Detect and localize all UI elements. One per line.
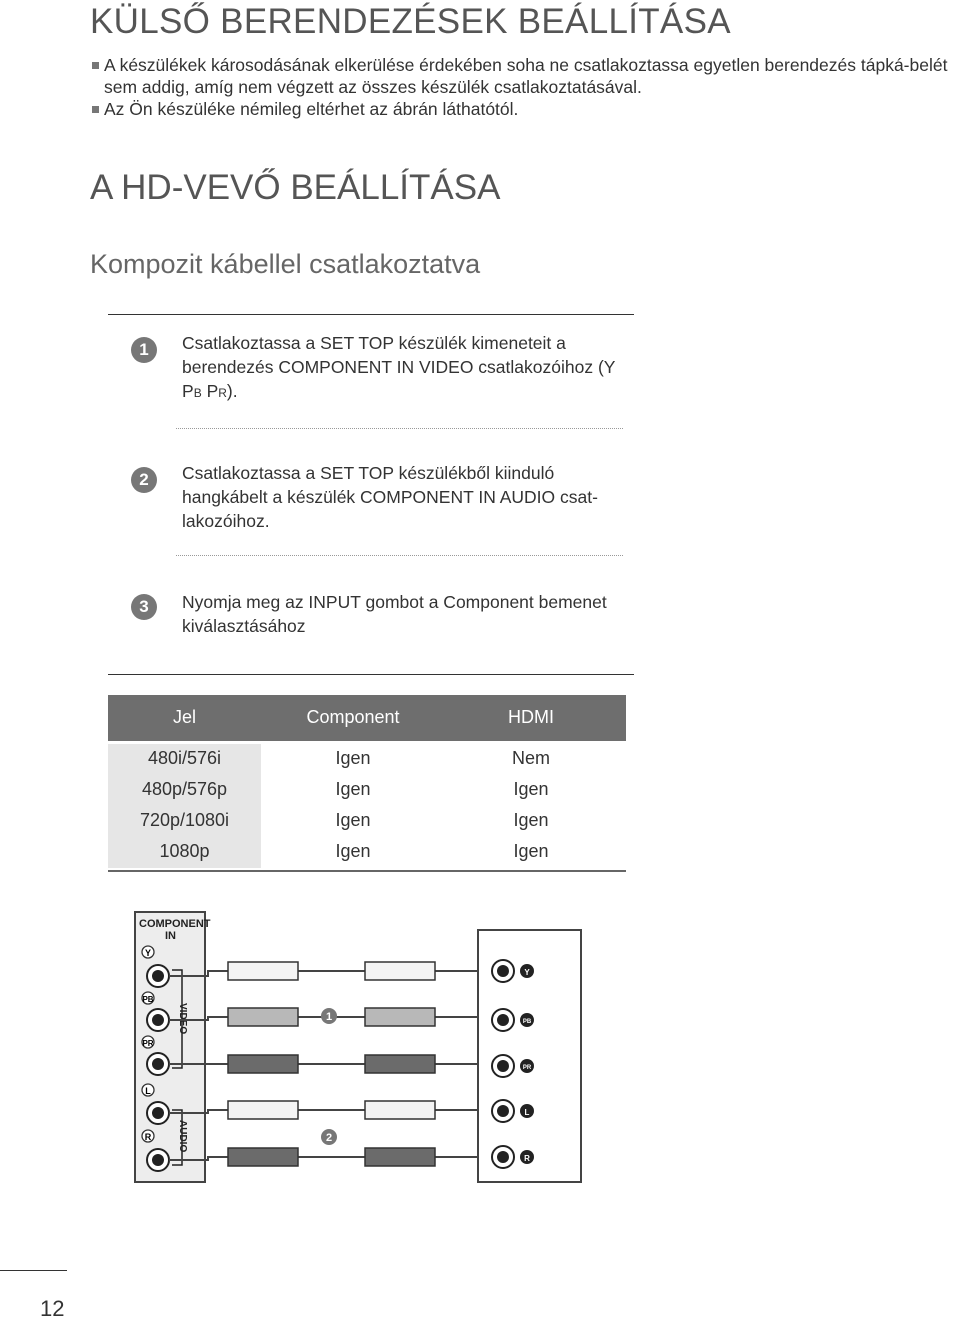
cable-number-text: 1 [325,1011,333,1023]
step-number: 1 [131,337,157,363]
panel-title: COMPONENT [139,918,211,930]
table-cell: Igen [335,841,371,861]
note-item [92,54,957,98]
table-cell: Nem [511,748,550,768]
header-cell: Jel [172,707,196,727]
panel-jack-label: PR [142,1039,154,1048]
connection-diagram [0,900,960,1200]
table-cell: 480p/576p [141,779,228,799]
subsection-title: Kompozit kábellel csatlakoztatva [90,249,481,279]
step-divider [176,428,623,429]
panel-jack-label: L [145,1086,151,1096]
cable-y [169,962,480,980]
bullet-icon [92,62,99,69]
note-item [92,98,957,120]
header-cell: HDMI [508,707,554,727]
table-header [108,695,626,741]
audio-label: AUDIO [177,1120,188,1153]
table-bottom-rule [108,870,626,872]
panel-title: IN [165,930,176,942]
device-jack-label: PR [522,1065,532,1071]
table-row [108,775,626,806]
page-number-rule [0,1270,67,1271]
table-row [108,837,626,868]
table-cell: Igen [513,810,549,830]
table-cell: Igen [335,779,371,799]
table-row [108,744,626,775]
step-text-part: Csatlakoztassa a SET TOP készülék kimeneteit a berendezés COMPONENT IN VIDEO csatlakozóihoz (Y P [182,333,616,401]
cable-l [169,1101,480,1119]
device-jack-label: PB [522,1019,532,1025]
section-rule [108,674,634,675]
page-title: KÜLSŐ BERENDEZÉSEK BEÁLLÍTÁSA [90,2,731,41]
table-cell: 480i/576i [147,748,222,768]
cable-pr [169,1055,480,1073]
cable-number-text: 2 [325,1132,333,1144]
step-number: 3 [131,594,157,620]
step-text-sub: B [193,386,202,400]
device-jack-label: Y [524,968,530,977]
table-cell: 720p/1080i [139,810,230,830]
step-number: 2 [131,467,157,493]
panel-jack-label: PB [142,995,154,1004]
bullet-icon [92,106,99,113]
panel-jack-label: R [144,1132,152,1142]
step-divider [176,555,623,556]
notes-list [92,54,957,120]
table-row [108,806,626,837]
note-text: A készülékek károsodásának elkerülése érdekében soha ne csatlakoztassa egyetlen berendezés tápká-belét sem addig, amíg nem végzett az összes készülék csatlakoztatásával. [104,55,948,97]
page-number: 12 [40,1296,65,1321]
cable-r [169,1148,480,1166]
header-cell: Component [306,707,400,727]
table-cell: Igen [513,779,549,799]
step-text-part: P [201,381,219,401]
step-text [182,331,632,405]
device-jack-label: L [524,1108,530,1117]
section-title: A HD-VEVŐ BEÁLLÍTÁSA [90,168,501,207]
section-rule [108,314,634,315]
step-text-sub: R [218,386,227,400]
note-text: Az Ön készüléke némileg eltérhet az ábrán láthatótól. [104,99,519,119]
table-cell: Igen [335,748,371,768]
table-cell: Igen [513,841,549,861]
device-jack-label: R [524,1154,530,1163]
video-label: VIDEO [177,1003,188,1035]
table-cell: 1080p [159,841,210,861]
table-cell: Igen [335,810,371,830]
step-text: Nyomja meg az INPUT gombot a Component bemenet kiválasztásához [182,592,607,636]
signal-table [108,695,626,868]
step-text: Csatlakoztassa a SET TOP készülékből kiinduló hangkábelt a készülék COMPONENT IN AUDIO csat-lakozóihoz. [182,463,598,531]
panel-jack-label: Y [144,948,152,958]
step-text-part: ). [226,381,238,401]
